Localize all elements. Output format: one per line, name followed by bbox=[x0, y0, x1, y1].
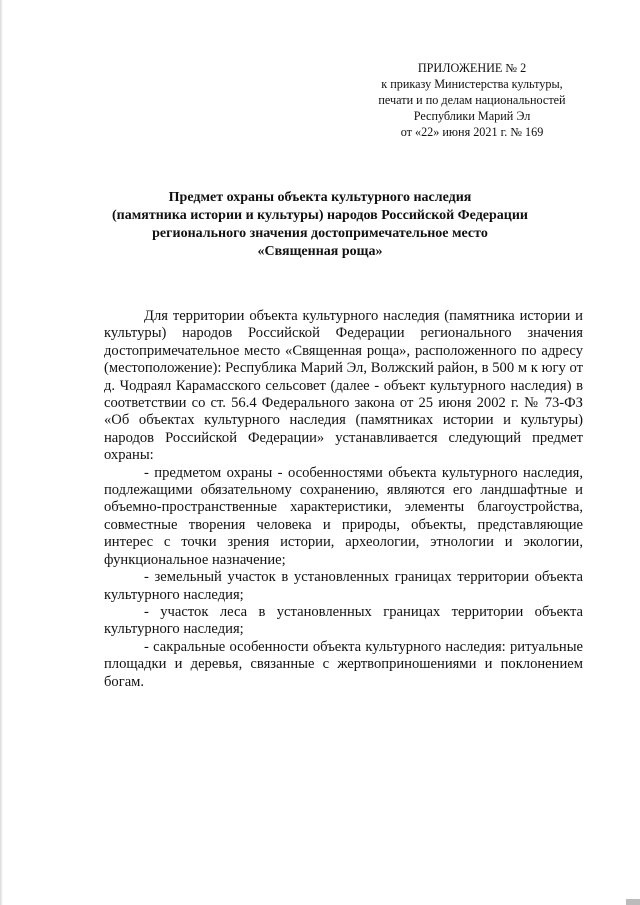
title-line: Предмет охраны объекта культурного наследия bbox=[168, 190, 472, 205]
appendix-ministry-line: печати и по делам национальностей bbox=[378, 93, 566, 107]
appendix-republic-line: Республики Марий Эл bbox=[413, 109, 531, 123]
protection-item: - предметом охраны - особенностями объекта культурного наследия, подлежащими обязательному сохранению, являются его ландшафтные и объемно-пространственные характеристики, элементы благоустройства, совместные творения человека и природы, объекты, представляющие интерес с точки зрения истории, археологии, этнологии и экологии, функциональное назначение; bbox=[104, 464, 583, 568]
appendix-date-line: от «22» июня 2021 г. № 169 bbox=[400, 125, 544, 139]
protection-item: - сакральные особенности объекта культурного наследия: ритуальные площадки и деревья, связанные с жертвоприношениями и поклонением богам. bbox=[104, 638, 583, 690]
document-body bbox=[104, 308, 583, 691]
appendix-order-line: к приказу Министерства культуры, bbox=[381, 77, 563, 91]
protection-item: - земельный участок в установленных границах территории объекта культурного наследия; bbox=[104, 569, 583, 603]
appendix-header bbox=[352, 60, 592, 140]
title-line: (памятника истории и культуры) народов Российской Федерации bbox=[112, 208, 528, 223]
intro-paragraph: Для территории объекта культурного наследия (памятника истории и культуры) народов Российской Федерации регионального значения достопримечательное место «Священная роща», расположенного по адресу (местоположение): Республика Марий Эл, Волжский район, в 500 м к югу от д. Чодраял Карамасского сельсовет (далее - объект культурного наследия) в соответствии со ст. 56.4 Федерального закона от 25 июня 2002 г. № 73-ФЗ «Об объектах культурного наследия (памятниках истории и культуры) народов Российской Федерации» устанавливается следующий предмет охраны: bbox=[104, 308, 583, 464]
title-line: «Священная роща» bbox=[257, 244, 383, 259]
scan-corner-mark bbox=[626, 899, 640, 905]
appendix-number: ПРИЛОЖЕНИЕ № 2 bbox=[417, 61, 527, 75]
document-title bbox=[70, 189, 570, 261]
title-line: регионального значения достопримечательное место bbox=[152, 226, 488, 241]
scan-edge bbox=[0, 0, 3, 905]
protection-item: - участок леса в установленных границах территории объекта культурного наследия; bbox=[104, 603, 583, 638]
